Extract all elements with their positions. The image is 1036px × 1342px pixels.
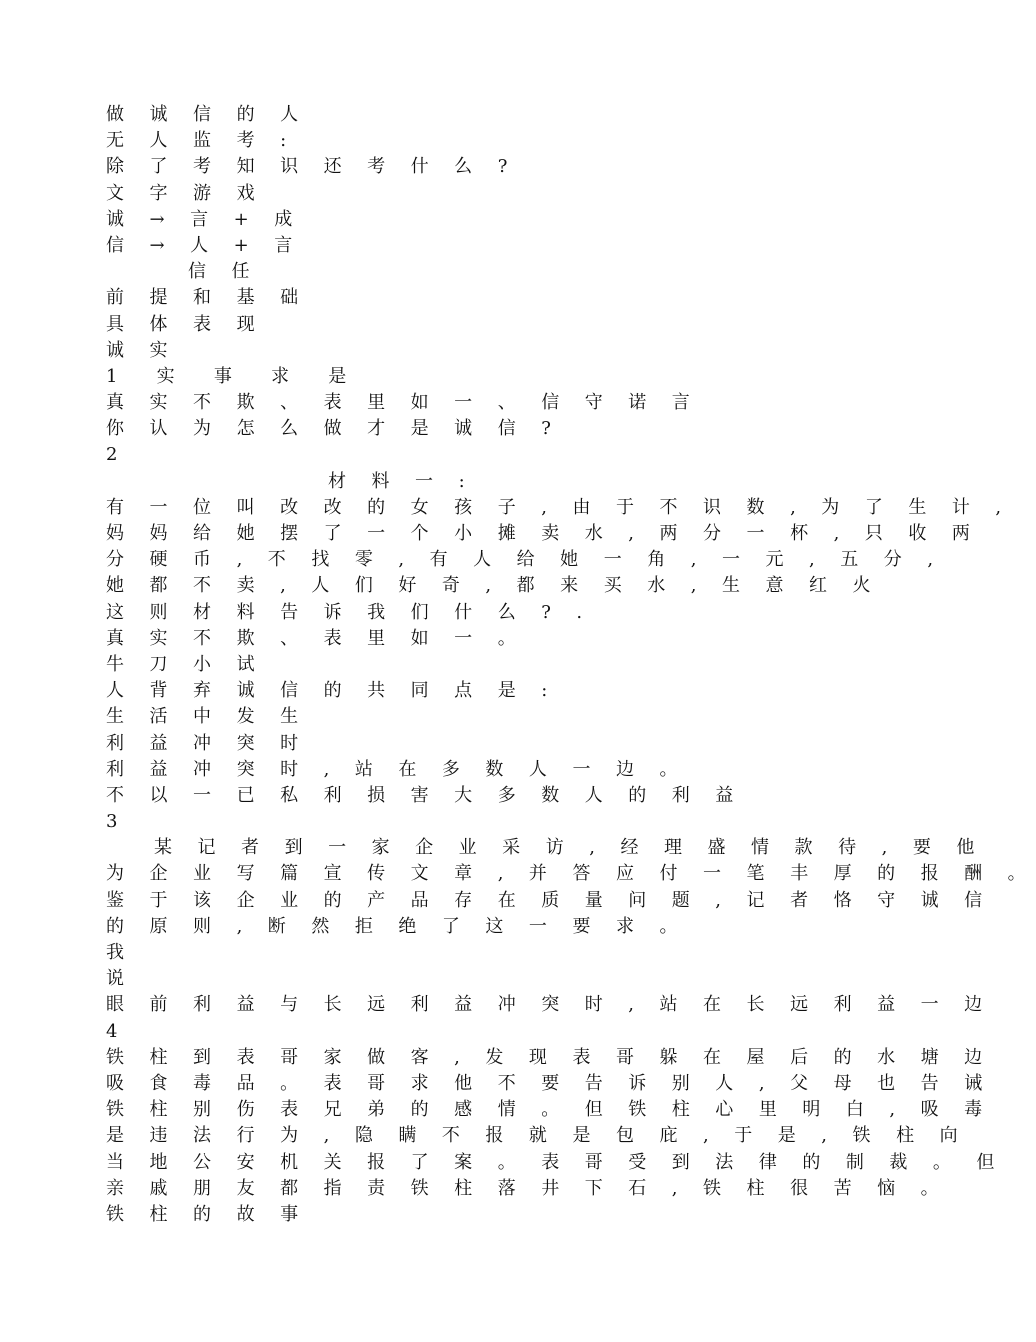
text-line: 你 认 为 怎 么 做 才 是 诚 信 ? — [106, 418, 561, 440]
text-line: 吸 食 毒 品 。 表 哥 求 他 不 要 告 诉 别 人 , 父 母 也 告 诫 — [106, 1072, 993, 1094]
document-text — [106, 102, 1036, 1228]
text-line: 前 提 和 基 础 — [106, 287, 308, 309]
text-line: 利 益 冲 突 时 , 站 在 多 数 人 一 边 。 — [106, 758, 688, 780]
text-line: 不 以 一 已 私 利 损 害 大 多 数 人 的 利 益 — [106, 784, 744, 806]
text-line: 为 企 业 写 篇 宣 传 文 章 , 并 答 应 付 一 笔 丰 厚 的 报 酬 。 — [106, 863, 1036, 885]
text-line: 牛 刀 小 试 — [106, 653, 265, 675]
text-line: 有 一 位 叫 改 改 的 女 孩 子 , 由 于 不 识 数 , 为 了 生 计 , — [106, 496, 1012, 518]
section-number: 2 — [106, 444, 122, 466]
text-line: 某 记 者 到 一 家 企 业 采 访 , 经 理 盛 情 款 待 , 要 他 — [154, 837, 985, 859]
text-line: 说 — [106, 968, 134, 990]
text-line: 文 字 游 戏 — [106, 182, 265, 204]
text-line: 1 实 事 求 是 — [106, 365, 363, 387]
section-number: 4 — [106, 1020, 122, 1042]
text-line: 妈 妈 给 她 摆 了 一 个 小 摊 卖 水 , 两 分 一 杯 , 只 收 两 — [106, 523, 980, 544]
text-line: 当 地 公 安 机 关 报 了 案 。 表 哥 受 到 法 律 的 制 裁 。 但 — [106, 1151, 1005, 1173]
text-line: 铁 柱 别 伤 表 兄 弟 的 感 情 。 但 铁 柱 心 里 明 白 , 吸 毒 — [106, 1099, 993, 1121]
text-line: 具 体 表 现 — [106, 313, 265, 335]
text-line: 铁 柱 到 表 哥 家 做 客 , 发 现 表 哥 躲 在 屋 后 的 水 塘 边 — [106, 1046, 993, 1068]
text-line: 除 了 考 知 识 还 考 什 么 ? — [106, 156, 518, 178]
text-line: 真 实 不 欺 、 表 里 如 一 。 — [106, 627, 526, 649]
text-line: 生 活 中 发 生 — [106, 706, 308, 728]
text-line: 我 — [106, 942, 134, 963]
section-number: 3 — [106, 811, 122, 833]
text-line: 铁 柱 的 故 事 — [106, 1203, 308, 1225]
text-line: 无 人 监 考 : — [106, 130, 297, 152]
text-line: 这 则 材 料 告 诉 我 们 什 么 ? . — [106, 601, 593, 623]
text-line: 鉴 于 该 企 业 的 产 品 存 在 质 量 问 题 , 记 者 恪 守 诚 信 — [106, 889, 993, 911]
text-line: 信 → 人 + 言 — [106, 234, 303, 256]
text-line: 分 硬 币 , 不 找 零 , 有 人 给 她 一 角 , 一 元 , 五 分 , — [106, 549, 943, 571]
text-line: 诚 实 — [106, 339, 178, 361]
text-line: 的 原 则 , 断 然 拒 绝 了 这 一 要 求 。 — [106, 915, 688, 937]
text-line: 亲 戚 朋 友 都 指 责 铁 柱 落 井 下 石 , 铁 柱 很 苦 恼 。 — [106, 1177, 949, 1199]
text-line: 是 违 法 行 为 , 隐 瞒 不 报 就 是 包 庇 , 于 是 , 铁 柱 向 — [106, 1125, 968, 1147]
text-line: 人 背 弃 诚 信 的 共 同 点 是 : — [106, 680, 558, 702]
text-line: 她 都 不 卖 , 人 们 好 奇 , 都 来 买 水 , 生 意 红 火 — [106, 575, 881, 597]
text-line: 材 料 一 : — [328, 470, 475, 492]
doc-title: 做 诚 信 的 人 — [106, 104, 308, 125]
text-line: 真 实 不 欺 、 表 里 如 一 、 信 守 诺 言 — [106, 392, 700, 414]
text-line: 利 益 冲 突 时 — [106, 732, 308, 754]
text-line: 诚 → 言 + 成 — [106, 208, 303, 230]
text-line: 信 任 — [188, 261, 260, 283]
text-line: 眼 前 利 益 与 长 远 利 益 冲 突 时 , 站 在 长 远 利 益 一 边 — [106, 994, 993, 1016]
